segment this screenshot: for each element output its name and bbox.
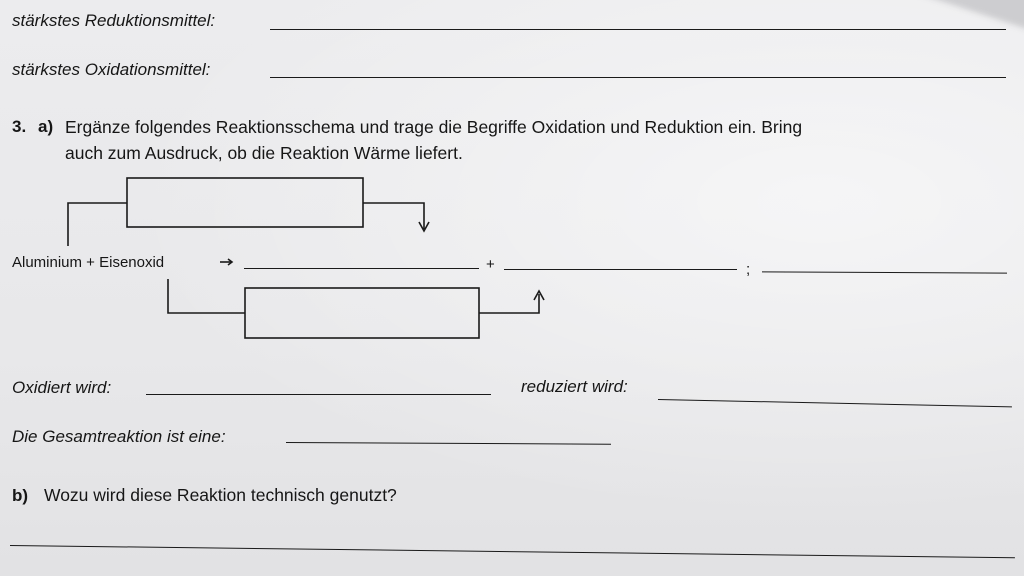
part-a-instruction-line1: Ergänze folgendes Reaktionsschema und trage die Begriffe Oxidation und Reduktion ein. Bring	[65, 117, 803, 137]
part-b-label: b)	[12, 486, 29, 505]
task-number: 3.	[12, 117, 27, 136]
part-a-instruction-line2: auch zum Ausdruck, ob die Reaktion Wärme liefert.	[65, 143, 463, 163]
reduziert-label: reduziert wird:	[521, 377, 628, 396]
oxidation-bracket-right	[363, 203, 424, 229]
product1-answer-line[interactable]	[244, 268, 479, 269]
reactants-text: Aluminium + Eisenoxid	[12, 254, 165, 271]
reduction-bracket-right	[479, 294, 539, 313]
semicolon: ;	[746, 261, 751, 278]
product2-answer-line[interactable]	[504, 269, 737, 270]
reduction-bracket-left	[168, 279, 245, 313]
lower-label-box[interactable]	[245, 288, 479, 338]
gesamtreaktion-label: Die Gesamtreaktion ist eine:	[12, 427, 226, 446]
upper-label-box[interactable]	[127, 178, 363, 227]
plus-sign: +	[486, 256, 495, 273]
oxidiert-answer-line[interactable]	[146, 394, 491, 395]
oxidationsmittel-label: stärkstes Oxidationsmittel:	[12, 60, 211, 79]
part-a-label: a)	[38, 117, 54, 136]
oxidiert-label: Oxidiert wird:	[12, 378, 112, 397]
part-b-question: Wozu wird diese Reaktion technisch genutzt?	[44, 485, 397, 505]
oxidation-bracket-left	[68, 203, 127, 246]
reduktionsmittel-label: stärkstes Reduktionsmittel:	[12, 11, 216, 30]
